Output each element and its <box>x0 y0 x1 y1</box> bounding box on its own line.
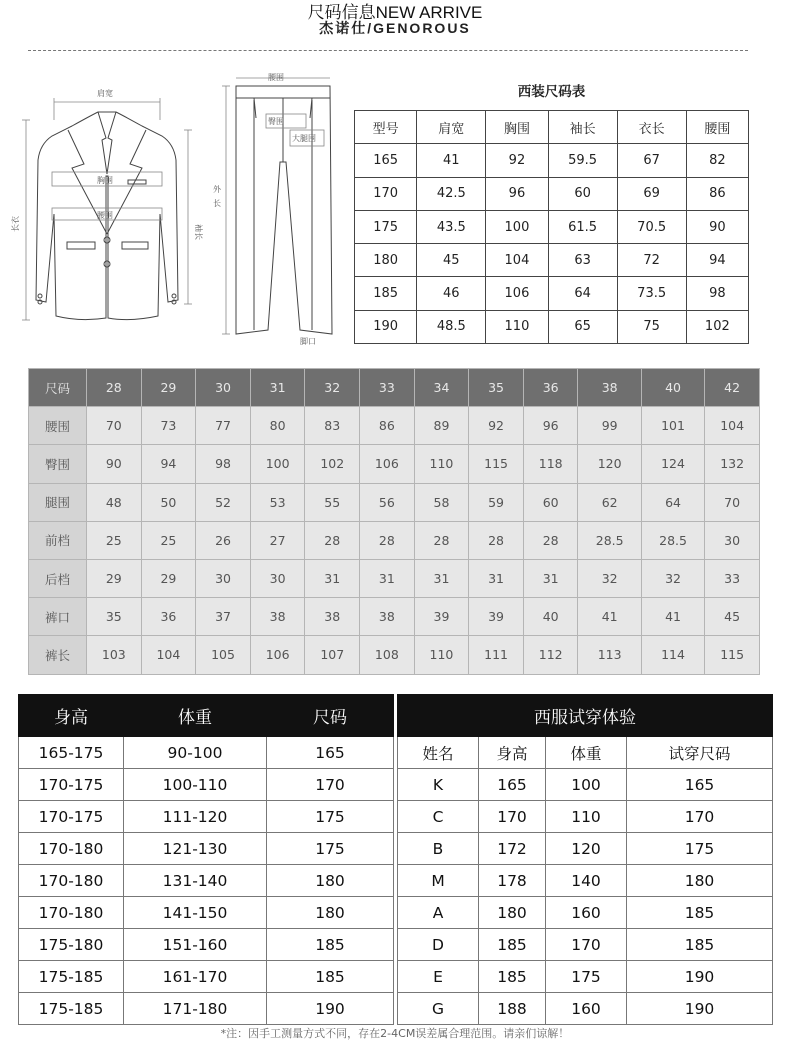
label-outseam-2: 长 <box>213 199 221 208</box>
table-cell: 63 <box>548 244 617 277</box>
table-cell: 102 <box>305 445 360 483</box>
table-cell: 90 <box>686 210 748 243</box>
table-cell: 165 <box>479 769 546 801</box>
table-cell: 42.5 <box>417 177 486 210</box>
table-row <box>355 310 749 343</box>
header-cell: 33 <box>360 369 415 407</box>
label-hem: 脚口 <box>300 337 316 346</box>
table-cell: 185 <box>479 929 546 961</box>
table-cell: 104 <box>705 407 760 445</box>
table-cell: 110 <box>546 801 627 833</box>
header-cell: 29 <box>141 369 196 407</box>
table-cell: 73 <box>141 407 196 445</box>
table-cell: 29 <box>87 559 142 597</box>
table-cell: 107 <box>305 636 360 674</box>
table-row <box>398 961 773 993</box>
table-cell: 45 <box>705 598 760 636</box>
table-cell: 110 <box>414 445 469 483</box>
table-cell: 180 <box>267 865 394 897</box>
table-cell: 43.5 <box>417 210 486 243</box>
table-cell: 31 <box>523 559 578 597</box>
header-cell: 38 <box>578 369 641 407</box>
table-cell: 190 <box>267 993 394 1025</box>
table-cell: M <box>398 865 479 897</box>
dashed-divider <box>28 50 748 51</box>
table-row <box>19 833 394 865</box>
table-cell: 60 <box>523 483 578 521</box>
table-cell: 67 <box>617 144 686 177</box>
table-cell: 28.5 <box>578 521 641 559</box>
title-en: NEW ARRIVE <box>375 3 483 22</box>
table-cell: 99 <box>578 407 641 445</box>
table-cell: 170 <box>355 177 417 210</box>
table-cell: 172 <box>479 833 546 865</box>
table-cell: 39 <box>469 598 524 636</box>
brand-cn: 杰诺仕 <box>319 21 368 37</box>
table-cell: 59 <box>469 483 524 521</box>
label-sleeve: 袖长 <box>194 224 203 240</box>
table-cell: 69 <box>617 177 686 210</box>
table-cell: 59.5 <box>548 144 617 177</box>
table-cell: 175 <box>355 210 417 243</box>
table-cell: 190 <box>355 310 417 343</box>
table-row <box>19 993 394 1025</box>
header-cell: 体重 <box>546 737 627 769</box>
table-cell: G <box>398 993 479 1025</box>
table-cell: 188 <box>479 993 546 1025</box>
table-row <box>19 769 394 801</box>
table-cell: 30 <box>250 559 305 597</box>
table-cell: 106 <box>250 636 305 674</box>
table-cell: 100-110 <box>124 769 267 801</box>
title-cn: 尺码信息 <box>307 3 376 23</box>
pants-table-body <box>29 407 760 674</box>
table-cell: 106 <box>486 277 548 310</box>
header-cell: 身高 <box>19 695 124 737</box>
table-cell: 61.5 <box>548 210 617 243</box>
label-pants-waist: 腰围 <box>268 73 284 82</box>
table-cell: 110 <box>486 310 548 343</box>
table-cell: 77 <box>196 407 251 445</box>
header-cell: 型号 <box>355 111 417 144</box>
header-cell: 30 <box>196 369 251 407</box>
table-cell: 170 <box>267 769 394 801</box>
table-cell: 33 <box>705 559 760 597</box>
table-cell: 175 <box>546 961 627 993</box>
table-cell: 140 <box>546 865 627 897</box>
header-cell: 衣长 <box>617 111 686 144</box>
table-row <box>29 559 760 597</box>
table-cell: 48.5 <box>417 310 486 343</box>
table-cell: 100 <box>250 445 305 483</box>
table-cell: 170-180 <box>19 865 124 897</box>
table-cell: 110 <box>414 636 469 674</box>
table-row <box>19 801 394 833</box>
table-cell: 28 <box>469 521 524 559</box>
table-cell: 64 <box>548 277 617 310</box>
table-cell: 56 <box>360 483 415 521</box>
table-cell: 41 <box>641 598 704 636</box>
tryon-table-body <box>398 769 773 1025</box>
table-cell: 35 <box>87 598 142 636</box>
table-cell: 80 <box>250 407 305 445</box>
suit-size-table <box>354 110 749 344</box>
hw-header-row <box>19 695 394 737</box>
table-row <box>29 636 760 674</box>
table-cell: 83 <box>305 407 360 445</box>
table-cell: 101 <box>641 407 704 445</box>
table-cell: 180 <box>627 865 773 897</box>
table-cell: 86 <box>686 177 748 210</box>
table-cell: 121-130 <box>124 833 267 865</box>
table-cell: 90 <box>87 445 142 483</box>
table-cell: 94 <box>686 244 748 277</box>
measurement-diagram <box>10 64 345 354</box>
header-cell: 袖长 <box>548 111 617 144</box>
table-cell: A <box>398 897 479 929</box>
table-cell: 170-180 <box>19 833 124 865</box>
table-row <box>19 865 394 897</box>
table-cell: 52 <box>196 483 251 521</box>
table-cell: 41 <box>578 598 641 636</box>
table-cell: 32 <box>641 559 704 597</box>
table-cell: 104 <box>486 244 548 277</box>
table-cell: 190 <box>627 961 773 993</box>
table-cell: 180 <box>479 897 546 929</box>
table-cell: 40 <box>523 598 578 636</box>
table-row <box>29 598 760 636</box>
header-cell: 试穿尺码 <box>627 737 773 769</box>
label-waist: 腰围 <box>97 211 113 220</box>
table-cell: 185 <box>267 929 394 961</box>
table-cell: 36 <box>141 598 196 636</box>
table-cell: 131-140 <box>124 865 267 897</box>
table-cell: 165-175 <box>19 737 124 769</box>
table-cell: 58 <box>414 483 469 521</box>
header-cell: 35 <box>469 369 524 407</box>
table-cell: 92 <box>486 144 548 177</box>
table-cell: 115 <box>469 445 524 483</box>
table-cell: 27 <box>250 521 305 559</box>
table-cell: 28 <box>414 521 469 559</box>
table-cell: 32 <box>578 559 641 597</box>
table-row <box>29 445 760 483</box>
label-outseam-1: 外 <box>213 185 221 194</box>
table-cell: 115 <box>705 636 760 674</box>
table-row <box>355 277 749 310</box>
table-cell: 165 <box>267 737 394 769</box>
table-cell: 94 <box>141 445 196 483</box>
table-cell: 96 <box>523 407 578 445</box>
table-cell: 165 <box>627 769 773 801</box>
table-row <box>19 737 394 769</box>
table-cell: 141-150 <box>124 897 267 929</box>
table-cell: 185 <box>267 961 394 993</box>
table-cell: 31 <box>414 559 469 597</box>
table-cell: 175 <box>627 833 773 865</box>
table-cell: 170-180 <box>19 897 124 929</box>
table-cell: 31 <box>305 559 360 597</box>
table-cell: 53 <box>250 483 305 521</box>
table-cell: 38 <box>305 598 360 636</box>
tryon-header-row <box>398 737 773 769</box>
table-cell: 98 <box>196 445 251 483</box>
table-cell: B <box>398 833 479 865</box>
pants-illustration <box>236 86 332 334</box>
table-cell: 25 <box>87 521 142 559</box>
header-cell: 尺码 <box>29 369 87 407</box>
table-cell: 55 <box>305 483 360 521</box>
header-cell: 姓名 <box>398 737 479 769</box>
table-row <box>398 833 773 865</box>
label-chest: 胸围 <box>97 176 113 185</box>
row-label: 裤长 <box>29 636 87 674</box>
table-cell: 28 <box>360 521 415 559</box>
table-cell: 118 <box>523 445 578 483</box>
table-cell: 170 <box>479 801 546 833</box>
table-cell: 82 <box>686 144 748 177</box>
suit-table-title: 西装尺码表 <box>517 84 586 100</box>
tryon-table <box>397 694 773 1025</box>
table-cell: 132 <box>705 445 760 483</box>
table-cell: 185 <box>627 897 773 929</box>
footnote: *注：因手工测量方式不同，存在2-4CM误差属合理范围。请亲们谅解！ <box>220 1027 570 1040</box>
table-cell: 100 <box>546 769 627 801</box>
table-cell: 73.5 <box>617 277 686 310</box>
table-cell: 114 <box>641 636 704 674</box>
header-cell: 肩宽 <box>417 111 486 144</box>
table-cell: 171-180 <box>124 993 267 1025</box>
row-label: 腰围 <box>29 407 87 445</box>
table-cell: E <box>398 961 479 993</box>
table-cell: 92 <box>469 407 524 445</box>
table-cell: 70.5 <box>617 210 686 243</box>
table-cell: 185 <box>355 277 417 310</box>
table-cell: 37 <box>196 598 251 636</box>
table-cell: 31 <box>360 559 415 597</box>
table-cell: 112 <box>523 636 578 674</box>
table-cell: 165 <box>355 144 417 177</box>
table-row <box>398 865 773 897</box>
table-cell: 120 <box>546 833 627 865</box>
table-cell: C <box>398 801 479 833</box>
table-cell: 175-185 <box>19 993 124 1025</box>
table-cell: 170-175 <box>19 769 124 801</box>
table-cell: 29 <box>141 559 196 597</box>
brand-line <box>0 18 790 38</box>
table-cell: 30 <box>196 559 251 597</box>
label-shoulder: 肩宽 <box>97 89 113 98</box>
table-cell: 151-160 <box>124 929 267 961</box>
header-cell: 31 <box>250 369 305 407</box>
table-cell: 180 <box>355 244 417 277</box>
table-cell: 64 <box>641 483 704 521</box>
header-cell: 胸围 <box>486 111 548 144</box>
table-cell: 160 <box>546 993 627 1025</box>
table-cell: 100 <box>486 210 548 243</box>
table-row <box>398 993 773 1025</box>
table-cell: K <box>398 769 479 801</box>
table-cell: 89 <box>414 407 469 445</box>
table-row <box>29 483 760 521</box>
table-cell: 170 <box>546 929 627 961</box>
table-row <box>29 407 760 445</box>
header-cell: 体重 <box>124 695 267 737</box>
table-cell: 185 <box>479 961 546 993</box>
table-cell: 70 <box>705 483 760 521</box>
table-row <box>398 897 773 929</box>
header-cell: 40 <box>641 369 704 407</box>
table-cell: 72 <box>617 244 686 277</box>
table-cell: 86 <box>360 407 415 445</box>
table-cell: 28.5 <box>641 521 704 559</box>
header-cell: 尺码 <box>267 695 394 737</box>
table-row <box>398 769 773 801</box>
table-row <box>398 801 773 833</box>
table-row <box>355 244 749 277</box>
table-cell: 178 <box>479 865 546 897</box>
row-label: 臀围 <box>29 445 87 483</box>
table-cell: 45 <box>417 244 486 277</box>
table-cell: 70 <box>87 407 142 445</box>
suit-header-row <box>355 111 749 144</box>
table-cell: 175 <box>267 833 394 865</box>
header-cell: 32 <box>305 369 360 407</box>
label-thigh: 大腿围 <box>292 134 316 143</box>
table-cell: 96 <box>486 177 548 210</box>
table-cell: 111 <box>469 636 524 674</box>
table-cell: 48 <box>87 483 142 521</box>
table-cell: 98 <box>686 277 748 310</box>
header-cell: 身高 <box>479 737 546 769</box>
table-cell: 108 <box>360 636 415 674</box>
table-cell: 185 <box>627 929 773 961</box>
header-cell: 腰围 <box>686 111 748 144</box>
row-label: 裤口 <box>29 598 87 636</box>
table-cell: 102 <box>686 310 748 343</box>
table-cell: 170-175 <box>19 801 124 833</box>
brand-en: /GENOROUS <box>367 20 471 36</box>
row-label: 腿围 <box>29 483 87 521</box>
table-cell: D <box>398 929 479 961</box>
table-cell: 190 <box>627 993 773 1025</box>
table-cell: 46 <box>417 277 486 310</box>
label-length: 长衣 <box>11 216 20 232</box>
row-label: 后档 <box>29 559 87 597</box>
table-cell: 31 <box>469 559 524 597</box>
table-cell: 65 <box>548 310 617 343</box>
header-cell: 28 <box>87 369 142 407</box>
label-hip: 臀围 <box>268 117 284 126</box>
table-row <box>355 177 749 210</box>
table-row <box>355 144 749 177</box>
table-cell: 120 <box>578 445 641 483</box>
hw-table-body <box>19 737 394 1025</box>
table-cell: 28 <box>305 521 360 559</box>
table-cell: 38 <box>250 598 305 636</box>
table-cell: 28 <box>523 521 578 559</box>
table-cell: 39 <box>414 598 469 636</box>
table-cell: 25 <box>141 521 196 559</box>
row-label: 前档 <box>29 521 87 559</box>
table-cell: 160 <box>546 897 627 929</box>
table-cell: 26 <box>196 521 251 559</box>
table-row <box>19 929 394 961</box>
table-row <box>19 897 394 929</box>
table-cell: 60 <box>548 177 617 210</box>
table-row <box>355 210 749 243</box>
table-cell: 124 <box>641 445 704 483</box>
table-cell: 175-185 <box>19 961 124 993</box>
table-cell: 38 <box>360 598 415 636</box>
table-cell: 111-120 <box>124 801 267 833</box>
table-cell: 170 <box>627 801 773 833</box>
table-cell: 103 <box>87 636 142 674</box>
table-row <box>398 929 773 961</box>
table-cell: 75 <box>617 310 686 343</box>
height-weight-table <box>18 694 394 1025</box>
table-cell: 62 <box>578 483 641 521</box>
table-cell: 104 <box>141 636 196 674</box>
tryon-title: 西服试穿体验 <box>398 695 773 737</box>
pants-size-table <box>28 368 760 675</box>
table-row <box>29 521 760 559</box>
table-cell: 106 <box>360 445 415 483</box>
table-cell: 180 <box>267 897 394 929</box>
table-cell: 30 <box>705 521 760 559</box>
table-cell: 50 <box>141 483 196 521</box>
table-cell: 161-170 <box>124 961 267 993</box>
table-cell: 41 <box>417 144 486 177</box>
tryon-title-row <box>398 695 773 737</box>
table-cell: 113 <box>578 636 641 674</box>
table-cell: 90-100 <box>124 737 267 769</box>
table-cell: 105 <box>196 636 251 674</box>
header-cell: 36 <box>523 369 578 407</box>
header-cell: 34 <box>414 369 469 407</box>
table-cell: 175-180 <box>19 929 124 961</box>
table-cell: 175 <box>267 801 394 833</box>
pants-header-row <box>29 369 760 407</box>
table-row <box>19 961 394 993</box>
header-cell: 42 <box>705 369 760 407</box>
